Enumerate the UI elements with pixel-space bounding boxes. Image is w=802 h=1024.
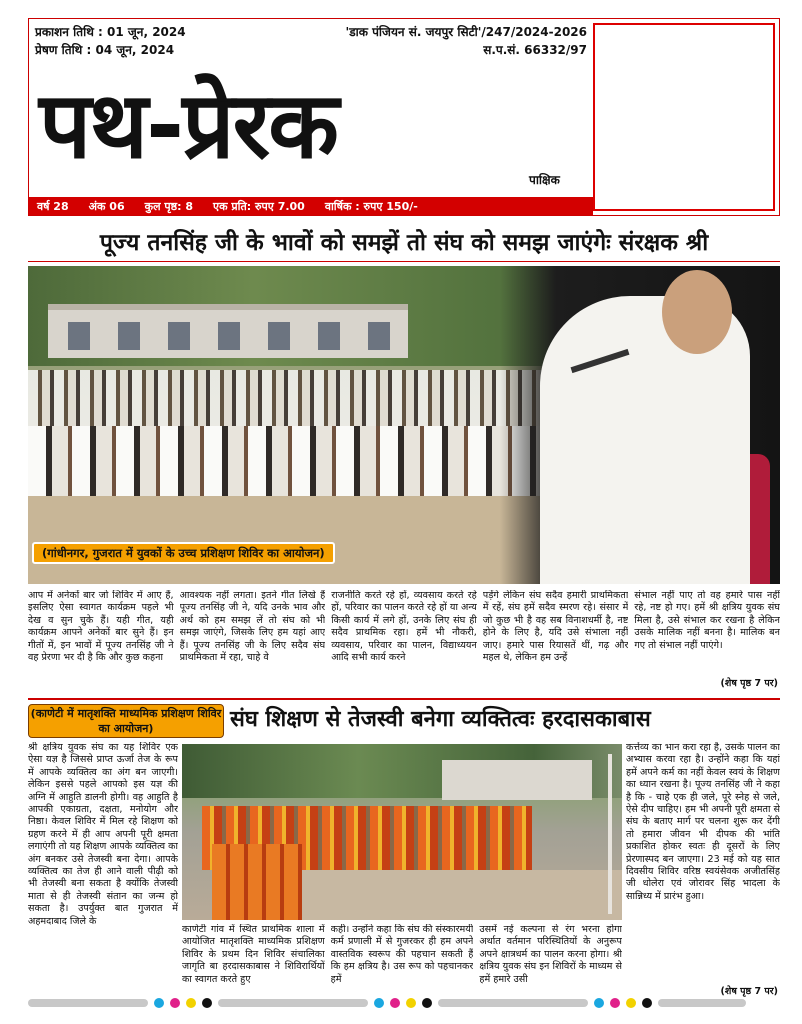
magenta-dot — [610, 998, 620, 1008]
photo-building — [48, 304, 408, 358]
newspaper-logo: पथ-प्रेरक — [39, 72, 337, 179]
story2-continued: (शेष पृष्ठ 7 पर) — [720, 986, 778, 997]
story1-col-2: आवश्यक नहीं लगता। इतने गीत लिखे हैं पूज्य तनसिंह जी ने, यदि उनके भाव और अर्थ को हम समझ लें तो संघ को भी समझ जाएंगे, जिसके लिए हम यहां आए हैं। पूज्य तनसिंह जी के लिए सदैव संघ प्राथमिकता में रहा, चाहे वे — [179, 590, 326, 664]
sps-number: स.प.सं. 66332/97 — [483, 43, 587, 57]
cyan-dot — [154, 998, 164, 1008]
issue: अंक 06 — [88, 199, 125, 213]
footer-bar-segment — [438, 999, 588, 1007]
story2-left-column: श्री क्षत्रिय युवक संघ का यह शिविर एक ऐसा यज्ञ है जिससे प्राप्त ऊर्जा तेज के रूप में आपके व्यक्तित्व का अंग बन जाएगी। लेकिन इससे पहले आपको इस यज्ञ की अग्नि में आहुति डालनी होगी। वह आहुति है आपकी एकाग्रता, दक्षता, मनोयोग और निष्ठा। केवल शिविर में मिल रहे शिक्षण को ग्रहण करने में ही आप अपनी पूरी क्षमता लगाएंगी तो यह शिक्षण आपके व्यक्तित्व का अंग बनकर उसे तेजस्वी बना देगा। आपके व्यक्तित्व का तेज ही आने वाली पीढ़ी को भी तेजस्वी बना सकता है क्योंकि तेजस्वी माता से ही तेजस्वी संतान का जन्म हो सकता है। उपर्युक्त बात गुजरात में अहमदाबाद जिले के — [28, 742, 178, 927]
info-bar — [29, 197, 593, 215]
black-dot — [202, 998, 212, 1008]
story2-headline: संघ शिक्षण से तेजस्वी बनेगा व्यक्तित्वः हरदासकाबास — [230, 707, 651, 732]
story1-col-1: आप में अनेकों बार जो शिविर में आए हैं, इसलिए ऐसा स्वागत कार्यक्रम पहले भी देख व सुन चुके हैं। यही गीत, यही कार्यक्रम आपने अनेकों बार सुने हैं। इन गीतों में, इन भावों में पूज्य तनसिंह जी ने वह प्रेरणा भर दी है कि और कुछ कहना — [28, 590, 174, 664]
magenta-dot — [390, 998, 400, 1008]
postal-registration: 'डाक पंजियन सं. जयपुर सिटी'/247/2024-2026 — [345, 25, 587, 39]
periodicity-label: पाक्षिक — [529, 173, 560, 187]
photo-speaker-head — [662, 270, 732, 354]
yellow-dot — [626, 998, 636, 1008]
footer-bar-segment — [658, 999, 746, 1007]
story1-col-3: राजनीति करते रहे हों, व्यवसाय करते रहे हों, परिवार का पालन करते रहे हों या अन्य किसी कार्य में लगे हों, उनके लिए संघ ही सदैव प्राथमिक रहा। हमें भी नौकरी, व्यवसाय, परिवार का पालन, विद्याध्ययन आदि सभी कार्य करने — [331, 590, 477, 664]
story2-mid-col-3: उसमें नई कल्पना से रंग भरना होगा अर्थात वर्तमान परिस्थितियों के अनुरूप अपने क्षात्रधर्म का पालन करना होगा। श्री क्षत्रिय युवक संघ इन शिविरों के माध्यम से हमें हमारे उसी — [479, 924, 623, 985]
photo2-flag-pole — [608, 754, 612, 914]
address-box — [593, 23, 775, 211]
registration-block — [346, 23, 587, 59]
cyan-dot — [374, 998, 384, 1008]
story2-photo — [182, 744, 622, 920]
main-photo — [28, 266, 780, 584]
photo2-building — [442, 760, 592, 800]
single-copy-price: एक प्रति: रुपए 7.00 — [212, 199, 305, 213]
main-photo-caption: (गांधीनगर, गुजरात में युवकों के उच्च प्रशिक्षण शिविर का आयोजन) — [32, 542, 335, 564]
story2-header — [28, 698, 780, 738]
cyan-dot — [594, 998, 604, 1008]
dispatch-date: प्रेषण तिथि : 04 जून, 2024 — [35, 43, 175, 57]
story2-tag: (काणेटी में मातृशक्ति माध्यमिक प्रशिक्षण शिविर का आयोजन) — [28, 704, 224, 738]
story1-col-4: पड़ेंगे लेकिन संघ सदैव हमारी प्राथमिकता में रहें, संघ हमें सदैव स्मरण रहे। संसार में जो कुछ भी है वह सब विनाशधर्मी है, नष्ट होने के लिए है, यदि उसे संभाला नहीं जाए। हमारे पास रियासतें थीं, गढ़ और महल थे, लेकिन हम उन्हें — [482, 590, 629, 664]
photo2-front-participants — [212, 844, 302, 920]
yellow-dot — [406, 998, 416, 1008]
story1-columns — [28, 590, 780, 686]
total-pages: कुल पृष्ठ: 8 — [144, 199, 193, 213]
date-block — [35, 23, 186, 59]
story2-mid-col-2: कही। उन्होंने कहा कि संघ की संस्कारमयी कर्म प्रणाली में से गुजरकर ही हम अपने वास्तविक स्वरूप की पहचान सकती हैं कि हम क्षत्रिय है। उस रूप को पहचानकर हमें — [330, 924, 474, 985]
story2-mid-col-1: काणेटी गांव में स्थित प्राथमिक शाला में आयोजित मातृशक्ति माध्यमिक प्रशिक्षण शिविर के प्रथम दिन शिविर संचालिका जागृति बा हरदासकाबास ने शिविरार्थियों का स्वागत करते हुए — [182, 924, 325, 985]
story1-continued: (शेष पृष्ठ 7 पर) — [720, 678, 778, 689]
photo2-ground — [302, 870, 622, 920]
footer-bar-segment — [218, 999, 368, 1007]
annual-price: वार्षिक : रुपए 150/- — [324, 199, 418, 213]
story1-col-5: संभाल नहीं पाए तो वह हमारे पास नहीं रहे, नष्ट हो गए। हमें श्री क्षत्रिय युवक संघ मिला है, उसे संभाल कर रखना है लेकिन उसके मालिक नहीं बनना है। मालिक बन गए तो संभाल नहीं पाएंगे। — [634, 590, 780, 651]
masthead — [28, 18, 780, 216]
story2-right-column: कर्त्तव्य का भान करा रहा है, उसके पालन का अभ्यास करवा रहा है। उन्होंने कहा कि यहां हमें अपने कर्म का नहीं केवल स्वयं के शिक्षण का ध्यान रखना है। पूज्य तनसिंह जी ने कहा है कि - चाहे एक ही जले, पूरे स्नेह से जले, ऐसे दीप चाहिए। हम भी अपनी पूरी क्षमता से संघ के बताए मार्ग पर चलना शुरू कर देंगी तो हमारा जीवन भी दीपक की भांति प्रकाशित होकर स्वतः ही दूसरों के लिए प्रेरणास्पद बन जाएगा। 23 मई को यह सात दिवसीय शिविर वरिष्ठ स्वयंसेवक अजीतसिंह जी धोलेरा एवं जोरावर सिंह भादला के सान्निध्य में प्रारंभ हुआ। — [626, 742, 780, 902]
newspaper-page — [28, 18, 780, 1008]
publish-date: प्रकाशन तिथि : 01 जून, 2024 — [35, 25, 186, 39]
volume: वर्ष 28 — [37, 199, 69, 213]
yellow-dot — [186, 998, 196, 1008]
black-dot — [642, 998, 652, 1008]
footer-bar-segment — [28, 999, 148, 1007]
magenta-dot — [170, 998, 180, 1008]
color-registration-bar — [28, 998, 780, 1008]
story2-mid-columns — [182, 924, 622, 994]
main-headline: पूज्य तनसिंह जी के भावों को समझें तो संघ को समझ जाएंगेः संरक्षक श्री — [28, 224, 780, 262]
black-dot — [422, 998, 432, 1008]
